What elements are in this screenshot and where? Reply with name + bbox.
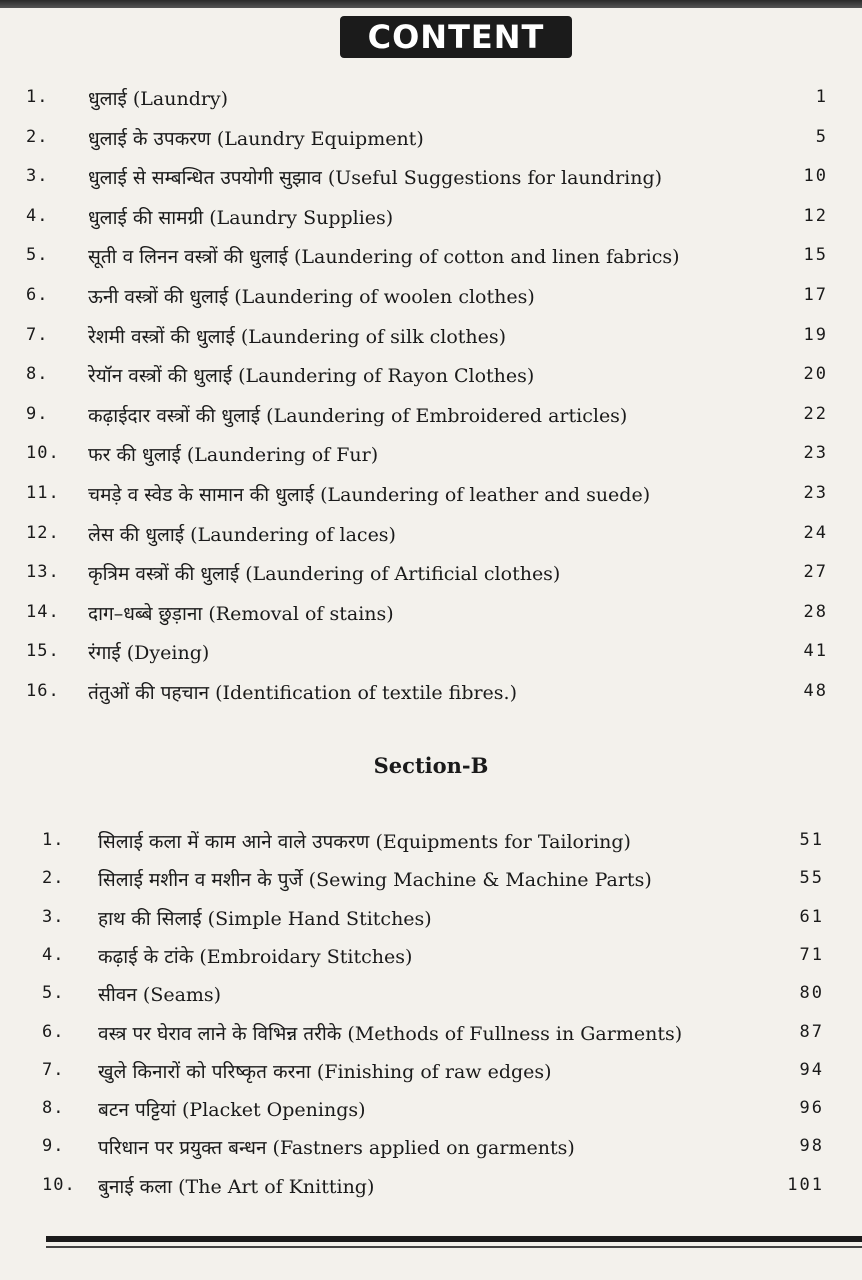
entry-title: परिधान पर प्रयुक्त बन्धन (Fastners applied on garments) <box>98 1137 575 1160</box>
entry-number: 1. <box>26 87 49 107</box>
entry-number: 15. <box>26 641 60 662</box>
toc-entry <box>0 483 862 513</box>
entry-title: दाग–धब्बे छुड़ाना (Removal of stains) <box>88 602 394 625</box>
entry-page: 12 <box>803 205 828 226</box>
toc-entry <box>0 325 862 355</box>
entry-title: बुनाई कला (The Art of Knitting) <box>98 1175 375 1198</box>
toc-entry <box>0 602 862 632</box>
entry-title: धुलाई (Laundry) <box>88 88 229 110</box>
toc-entry <box>0 404 862 434</box>
entry-number: 8. <box>42 1098 65 1119</box>
toc-entry <box>0 868 862 898</box>
toc-entry <box>0 206 862 236</box>
entry-title: ऊनी वस्त्रों की धुलाई (Laundering of woolen clothes) <box>88 286 535 308</box>
toc-entry <box>0 443 862 473</box>
entry-title: धुलाई के उपकरण (Laundry Equipment) <box>88 127 424 150</box>
entry-page: 48 <box>803 681 828 701</box>
entry-number: 3. <box>42 906 65 927</box>
entry-title: रेशमी वस्त्रों की धुलाई (Laundering of silk clothes) <box>88 325 507 348</box>
entry-number: 9. <box>26 403 49 424</box>
entry-title: सूती व लिनन वस्त्रों की धुलाई (Laundering of cotton and linen fabrics) <box>88 246 680 269</box>
entry-page: 51 <box>799 830 824 850</box>
entry-page: 24 <box>803 522 828 543</box>
toc-entry <box>0 166 862 196</box>
entry-title: सिलाई मशीन व मशीन के पुर्जे (Sewing Machine & Machine Parts) <box>98 869 652 892</box>
toc-entry <box>0 127 862 157</box>
toc-entry <box>0 562 862 592</box>
entry-title: रेयॉन वस्त्रों की धुलाई (Laundering of Rayon Clothes) <box>88 365 535 388</box>
top-rule <box>0 0 862 8</box>
entry-number: 10. <box>26 443 60 464</box>
entry-number: 2. <box>42 868 65 889</box>
entry-title: रंगाई (Dyeing) <box>88 642 210 665</box>
entry-number: 10. <box>42 1174 76 1195</box>
entry-number: 7. <box>26 324 49 345</box>
entry-number: 2. <box>26 126 49 147</box>
bottom-rule <box>46 1236 862 1242</box>
entry-title: धुलाई की सामग्री (Laundry Supplies) <box>88 206 394 229</box>
entry-title: लेस की धुलाई (Laundering of laces) <box>88 523 396 546</box>
toc-entry <box>0 830 862 860</box>
entry-page: 23 <box>803 483 828 503</box>
entry-page: 23 <box>803 443 828 464</box>
entry-number: 16. <box>26 681 60 701</box>
toc-entry <box>0 523 862 553</box>
entry-page: 101 <box>787 1174 824 1195</box>
entry-number: 9. <box>42 1136 65 1157</box>
entry-title: बटन पट्टियां (Placket Openings) <box>98 1099 366 1122</box>
entry-title: सीवन (Seams) <box>98 984 222 1007</box>
entry-number: 5. <box>26 245 49 266</box>
entry-title: चमड़े व स्वेड के सामान की धुलाई (Laundering of leather and suede) <box>88 484 651 506</box>
entry-title: फर की धुलाई (Laundering of Fur) <box>88 444 379 467</box>
entry-title: कढ़ाईदार वस्त्रों की धुलाई (Laundering of Embroidered articles) <box>88 404 628 427</box>
entry-title: खुले किनारों को परिष्कृत करना (Finishing of raw edges) <box>98 1060 552 1083</box>
toc-entry <box>0 681 862 711</box>
entry-number: 4. <box>42 944 65 965</box>
entry-page: 27 <box>803 562 828 583</box>
entry-number: 6. <box>42 1021 65 1042</box>
entry-number: 12. <box>26 522 60 543</box>
entry-page: 61 <box>799 906 824 927</box>
entry-page: 17 <box>803 285 828 305</box>
entry-page: 80 <box>799 983 824 1004</box>
toc-entry <box>0 1136 862 1166</box>
entry-number: 14. <box>26 601 60 622</box>
entry-number: 8. <box>26 364 49 385</box>
toc-entry <box>0 1175 862 1205</box>
entry-page: 5 <box>815 126 828 147</box>
toc-entry <box>0 1022 862 1052</box>
toc-entry <box>0 641 862 671</box>
entry-page: 22 <box>803 403 828 424</box>
bottom-rule-thin <box>46 1246 862 1248</box>
toc-entry <box>0 87 862 117</box>
entry-page: 71 <box>799 944 824 965</box>
entry-title: वस्त्र पर घेराव लाने के विभिन्न तरीके (Methods of Fullness in Garments) <box>98 1022 683 1045</box>
toc-entry <box>0 245 862 275</box>
toc-entry <box>0 907 862 937</box>
entry-page: 94 <box>799 1059 824 1080</box>
entry-page: 55 <box>799 868 824 889</box>
toc-entry <box>0 285 862 315</box>
entry-page: 28 <box>803 601 828 622</box>
toc-entry <box>0 1060 862 1090</box>
entry-title: सिलाई कला में काम आने वाले उपकरण (Equipments for Tailoring) <box>98 831 631 853</box>
entry-number: 4. <box>26 205 49 226</box>
entry-number: 7. <box>42 1059 65 1080</box>
entry-page: 98 <box>799 1136 824 1157</box>
entry-number: 13. <box>26 562 60 583</box>
entry-title: हाथ की सिलाई (Simple Hand Stitches) <box>98 907 432 930</box>
entry-number: 6. <box>26 285 49 305</box>
entry-page: 96 <box>799 1098 824 1119</box>
entry-page: 41 <box>803 641 828 662</box>
entry-title: तंतुओं की पहचान (Identification of textile fibres.) <box>88 682 518 704</box>
entry-page: 1 <box>815 87 828 107</box>
entry-page: 19 <box>803 324 828 345</box>
entry-title: धुलाई से सम्बन्धित उपयोगी सुझाव (Useful Suggestions for laundring) <box>88 167 663 190</box>
entry-page: 10 <box>803 166 828 187</box>
entry-page: 15 <box>803 245 828 266</box>
entry-page: 87 <box>799 1021 824 1042</box>
toc-entry <box>0 364 862 394</box>
entry-number: 5. <box>42 983 65 1004</box>
entry-title: कृत्रिम वस्त्रों की धुलाई (Laundering of Artificial clothes) <box>88 563 561 586</box>
page-title: CONTENT <box>340 16 572 58</box>
entry-number: 3. <box>26 166 49 187</box>
entry-number: 11. <box>26 483 60 503</box>
entry-number: 1. <box>42 830 65 850</box>
section-b-heading: Section-B <box>373 753 489 778</box>
toc-entry <box>0 945 862 975</box>
entry-title: कढ़ाई के टांके (Embroidary Stitches) <box>98 945 413 968</box>
toc-entry <box>0 983 862 1013</box>
entry-page: 20 <box>803 364 828 385</box>
toc-entry <box>0 1098 862 1128</box>
